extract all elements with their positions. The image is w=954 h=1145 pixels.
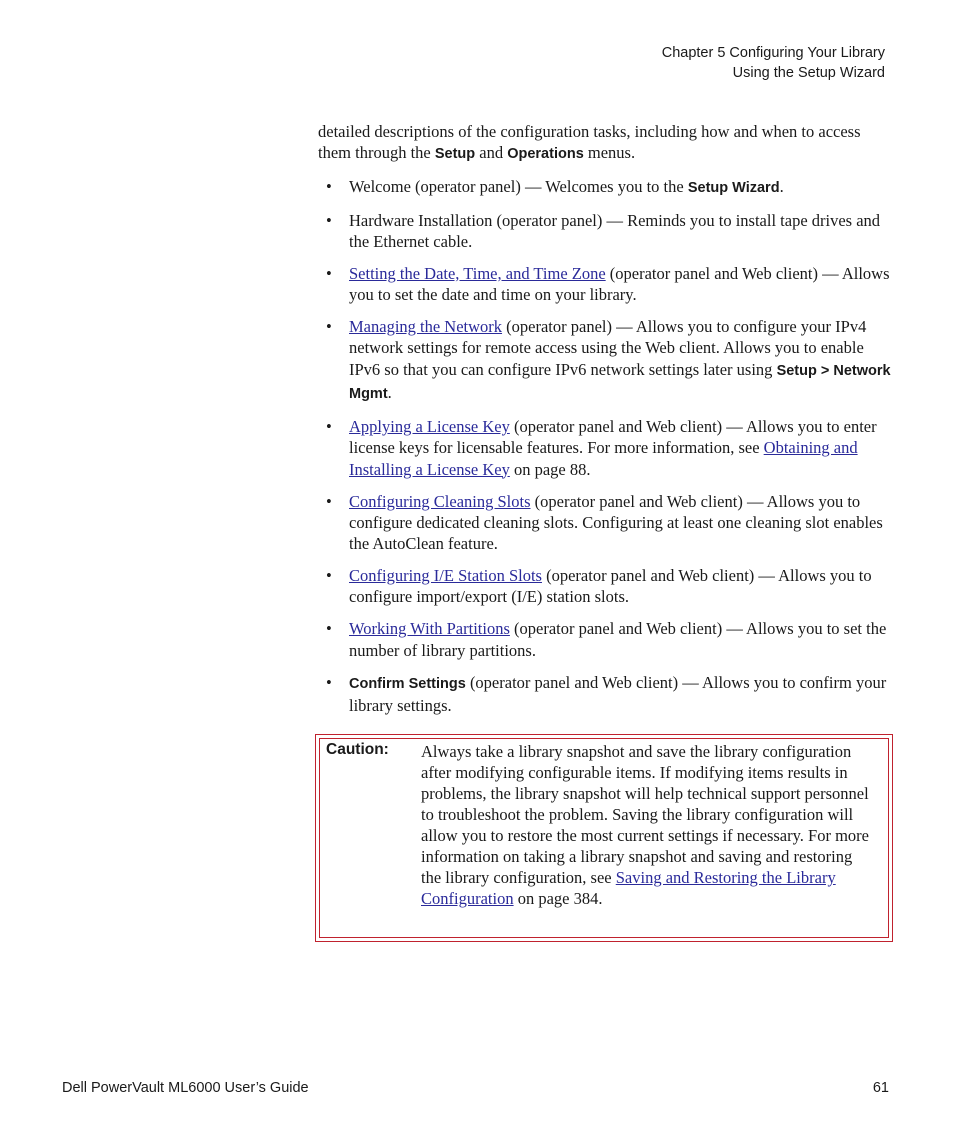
- running-header: [662, 43, 885, 83]
- list-item: [318, 316, 893, 405]
- list-item: [318, 176, 893, 199]
- list-item-text: (operator panel and Web client) — Allows you to configure import/export (I/E) station slots.: [349, 566, 872, 607]
- list-item-text-end: .: [387, 383, 392, 403]
- main-content: [318, 121, 893, 727]
- list-item-text: (operator panel and Web client) — Allows you to configure dedicated cleaning slots. Configuring at least one cleaning slot enables the AutoClean feature.: [349, 491, 883, 554]
- list-item: [318, 416, 893, 480]
- bullet: •: [326, 317, 332, 337]
- list-item-text-end: on page 88.: [509, 459, 591, 479]
- bullet: •: [326, 491, 332, 511]
- list-item: [318, 618, 893, 661]
- bullet: •: [326, 619, 332, 639]
- menu-name-operations: Operations: [507, 146, 584, 163]
- intro-text: detailed descriptions of the configuration tasks, including how and when to access them through the: [318, 122, 861, 163]
- ui-term: Confirm Settings: [349, 675, 466, 692]
- bullet: •: [326, 263, 332, 283]
- list-item-text-end: .: [779, 176, 784, 196]
- link-configuring-ie-station-slots[interactable]: Configuring I/E Station Slots: [349, 566, 542, 586]
- caution-text: [421, 741, 876, 909]
- footer-title: Dell PowerVault ML6000 User’s Guide: [62, 1080, 309, 1096]
- header-chapter: Chapter 5 Configuring Your Library: [661, 45, 885, 61]
- list-item-text: (operator panel and Web client) — Allows you to set the number of library partitions.: [349, 619, 887, 660]
- intro-paragraph: [318, 121, 893, 166]
- list-item-text: Hardware Installation (operator panel) — Reminds you to install tape drives and the Ethernet cable.: [349, 210, 881, 251]
- link-setting-date-time[interactable]: Setting the Date, Time, and Time Zone: [349, 263, 606, 283]
- list-item-text: (operator panel) — Allows you to configure your IPv4 network settings for remote access using the Web client. Allows you to enable IPv6 so that you can configure IPv6 network settings later using: [349, 317, 867, 379]
- page-number: 61: [872, 1080, 889, 1096]
- bullet: •: [326, 566, 332, 586]
- intro-text-end: menus.: [583, 143, 636, 163]
- list-item: [318, 491, 893, 555]
- setup-wizard-task-list: [318, 176, 893, 717]
- caution-body: Always take a library snapshot and save the library configuration after modifying configurable items. If modifying items results in problems, the library snapshot will help technical support personnel to troubleshoot the problem. Saving the library configuration will allow you to restore the most current settings if necessary. For more information on taking a library snapshot and saving and restoring the library configuration, see: [421, 742, 869, 887]
- list-item-text: Welcome (operator panel) — Welcomes you to the: [349, 176, 688, 196]
- bullet: •: [326, 176, 332, 196]
- list-item: [318, 672, 893, 717]
- list-item-text: (operator panel and Web client) — Allows you to enter license keys for licensable features. For more information, see: [349, 417, 877, 458]
- intro-and: and: [475, 143, 508, 163]
- caution-box: [315, 734, 893, 942]
- list-item-text: (operator panel and Web client) — Allows you to set the date and time on your library.: [349, 263, 890, 305]
- bullet: •: [326, 210, 332, 230]
- bullet: •: [326, 417, 332, 437]
- link-working-with-partitions[interactable]: Working With Partitions: [349, 619, 510, 639]
- bullet: •: [326, 672, 332, 692]
- list-item-text: (operator panel and Web client) — Allows you to confirm your library settings.: [349, 672, 887, 716]
- caution-body-end: on page 384.: [513, 889, 603, 908]
- header-section: Using the Setup Wizard: [732, 65, 885, 81]
- link-obtaining-license-key[interactable]: Obtaining and Installing a License Key: [349, 438, 858, 479]
- list-item: [318, 565, 893, 608]
- ui-term: Setup > Network Mgmt: [349, 362, 891, 403]
- list-item: [318, 210, 893, 253]
- menu-name-setup: Setup: [434, 146, 476, 163]
- link-saving-restoring-config[interactable]: Saving and Restoring the Library Configuration: [421, 868, 836, 908]
- ui-term: Setup Wizard: [687, 179, 780, 196]
- list-item: [318, 263, 893, 306]
- link-managing-network[interactable]: Managing the Network: [349, 317, 503, 337]
- link-applying-license-key[interactable]: Applying a License Key: [349, 417, 510, 437]
- link-configuring-cleaning-slots[interactable]: Configuring Cleaning Slots: [349, 491, 531, 511]
- caution-label: Caution:: [326, 741, 389, 758]
